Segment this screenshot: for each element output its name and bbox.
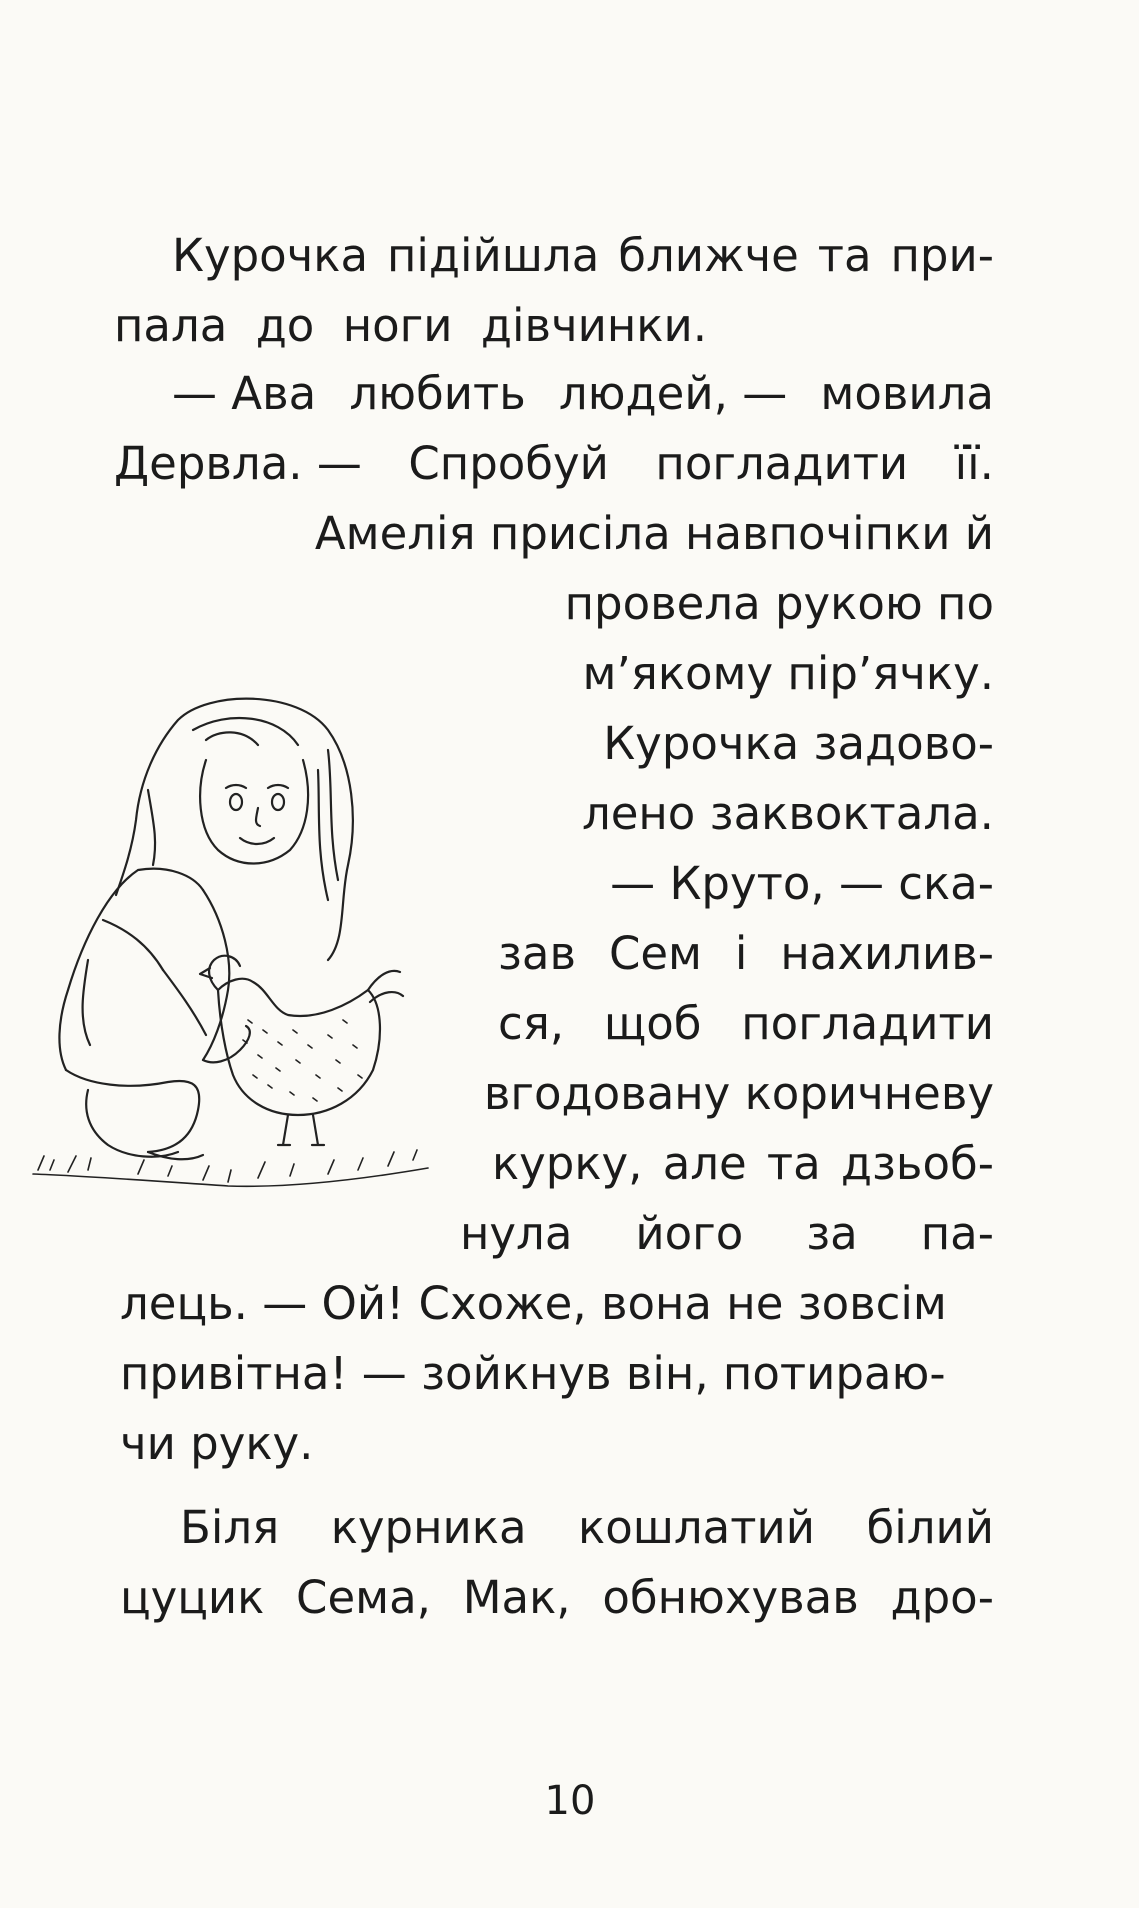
word: Курочка xyxy=(172,229,369,282)
word: до xyxy=(255,299,315,352)
word: нахилив- xyxy=(780,927,994,980)
text-line xyxy=(172,366,994,422)
line-text: вгодовану коричневу xyxy=(483,1067,994,1120)
arm xyxy=(163,890,229,1060)
text-line xyxy=(460,1206,994,1262)
word: щоб xyxy=(603,997,702,1050)
word: дзьоб- xyxy=(840,1137,994,1190)
word: цуцик xyxy=(120,1571,265,1624)
line-text: провела рукою по xyxy=(564,577,994,630)
word: курника xyxy=(330,1501,527,1554)
word: Сема, xyxy=(296,1571,431,1624)
line-text: привітна! — зойкнув він, потираю- xyxy=(120,1347,946,1400)
text-line xyxy=(114,436,994,492)
word: Біля xyxy=(180,1501,280,1554)
word: білий xyxy=(866,1501,994,1554)
word: любить xyxy=(349,367,526,420)
word: мовила xyxy=(820,367,994,420)
word: її. xyxy=(954,437,994,490)
text-line xyxy=(540,646,994,702)
line-text: м’якому пір’ячку. xyxy=(582,647,994,700)
line-text: лено заквоктала. xyxy=(581,787,994,840)
word: погладити xyxy=(741,997,994,1050)
legs xyxy=(66,1070,199,1157)
text-line xyxy=(498,996,994,1052)
text-line xyxy=(172,228,994,284)
word: пала xyxy=(114,299,228,352)
word: курку, xyxy=(492,1137,643,1190)
word: Дервла. — xyxy=(114,437,362,490)
line-text: лець. — Ой! Схоже, вона не зовсім xyxy=(120,1277,947,1330)
word: дро- xyxy=(890,1571,994,1624)
word: нула xyxy=(460,1207,573,1260)
text-line xyxy=(498,926,994,982)
nose xyxy=(256,808,260,826)
hand xyxy=(203,1026,250,1062)
word: за xyxy=(806,1207,858,1260)
word: при- xyxy=(890,229,994,282)
left-eye xyxy=(230,794,242,810)
word: підійшла xyxy=(386,229,600,282)
word: Сем xyxy=(608,927,702,980)
text-line xyxy=(540,786,994,842)
text-line xyxy=(120,1416,994,1472)
word: ся, xyxy=(498,997,565,1050)
word: людей, — xyxy=(558,367,788,420)
hair xyxy=(116,699,353,960)
text-line xyxy=(120,1570,994,1626)
word: погладити xyxy=(655,437,909,490)
text-line xyxy=(540,856,994,912)
line-text: чи руку. xyxy=(120,1417,314,1470)
word: зав xyxy=(498,927,577,980)
hen-speckles xyxy=(243,1020,362,1101)
word: Спробуй xyxy=(408,437,609,490)
right-eye xyxy=(272,794,284,810)
line-text: Амелія присіла навпочіпки й xyxy=(314,507,994,560)
face xyxy=(200,760,308,864)
text-line xyxy=(540,716,994,772)
girl-with-hen-illustration xyxy=(28,690,458,1200)
mouth xyxy=(240,838,274,844)
word: Мак, xyxy=(462,1571,571,1624)
grass xyxy=(33,1150,428,1186)
page-number: 10 xyxy=(544,1778,596,1824)
word: кошлатий xyxy=(578,1501,815,1554)
word: — Ава xyxy=(172,367,317,420)
word: та xyxy=(766,1137,821,1190)
text-line xyxy=(180,1500,994,1556)
text-line xyxy=(120,1276,994,1332)
word: па- xyxy=(920,1207,994,1260)
text-line xyxy=(280,506,994,562)
word: ближче xyxy=(618,229,799,282)
text-line xyxy=(492,1136,994,1192)
text-line xyxy=(520,576,994,632)
word: і xyxy=(734,927,748,980)
word: дівчинки. xyxy=(480,299,707,352)
text-line xyxy=(483,1066,994,1122)
jacket xyxy=(59,869,203,1070)
text-line xyxy=(120,1346,994,1402)
word: обнюхував xyxy=(602,1571,859,1624)
word: та xyxy=(817,229,872,282)
line-text: Курочка задово- xyxy=(603,717,994,770)
word: його xyxy=(635,1207,744,1260)
word: але xyxy=(662,1137,747,1190)
text-line xyxy=(114,298,707,354)
line-text: — Круто, — ска- xyxy=(610,857,994,910)
word: ноги xyxy=(342,299,453,352)
